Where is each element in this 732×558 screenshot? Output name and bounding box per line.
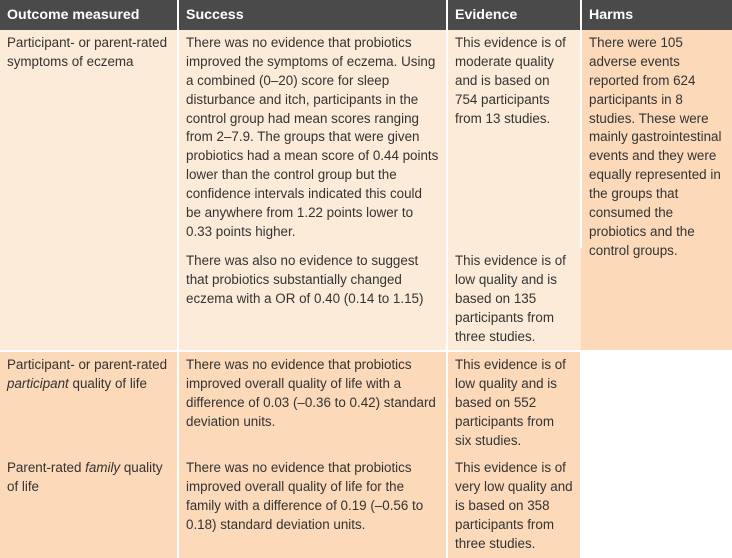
outcome-cell — [0, 455, 178, 558]
table-row — [0, 30, 732, 248]
harms-cell: There were 105 adverse events reported from 624 participants in 8 studies. These were mainly gastrointestinal events and they were equally represented in the groups that consumed the probiotics and the control groups. — [581, 30, 732, 352]
success-cell: There was also no evidence to suggest that probiotics substantially changed eczema with a OR of 0.40 (0.14 to 1.15) — [178, 248, 447, 352]
outcome-text: Parent-rated — [7, 459, 86, 475]
success-cell: There was no evidence that probiotics improved overall quality of life for the family with a difference of 0.19 (–0.56 to 0.18) standard deviation units. — [178, 455, 447, 558]
header-outcome: Outcome measured — [0, 0, 178, 30]
table-row — [0, 455, 732, 558]
header-harms: Harms — [581, 0, 732, 30]
header-evidence: Evidence — [447, 0, 581, 30]
outcome-text: quality of life — [7, 459, 163, 494]
header-row — [0, 0, 732, 30]
evidence-cell: This evidence is of moderate quality and is based on 754 participants from 13 studies. — [447, 30, 581, 248]
evidence-cell: This evidence is of low quality and is based on 135 participants from three studies. — [447, 248, 581, 352]
outcome-emphasis: family — [85, 459, 121, 475]
table-row — [0, 351, 732, 455]
success-cell: There was no evidence that probiotics improved overall quality of life with a difference of 0.03 (–0.36 to 0.42) standard deviation units. — [178, 351, 447, 455]
evidence-cell: This evidence is of low quality and is based on 552 participants from six studies. — [447, 351, 581, 455]
outcome-text: quality of life — [68, 376, 147, 392]
outcome-emphasis: participant — [7, 376, 69, 392]
outcome-text: Participant- or parent-rated — [7, 357, 168, 373]
outcome-cell: Participant- or parent-rated symptoms of eczema — [0, 30, 178, 248]
evidence-cell: This evidence is of very low quality and is based on 358 participants from three studies. — [447, 455, 581, 558]
empty-cell — [581, 351, 732, 455]
success-cell: There was no evidence that probiotics improved the symptoms of eczema. Using a combined (0–20) score for sleep disturbance and itch, participants in the control group had mean scores ranging from 2–7.9. The groups that were given probiotics had a mean score of 0.44 points lower than the control group but the confidence intervals indicated this could be anywhere from 1.22 points lower to 0.33 points higher. — [178, 30, 447, 248]
outcome-cell — [0, 351, 178, 455]
outcome-cell — [0, 248, 178, 352]
header-success: Success — [178, 0, 447, 30]
empty-cell — [581, 455, 732, 558]
